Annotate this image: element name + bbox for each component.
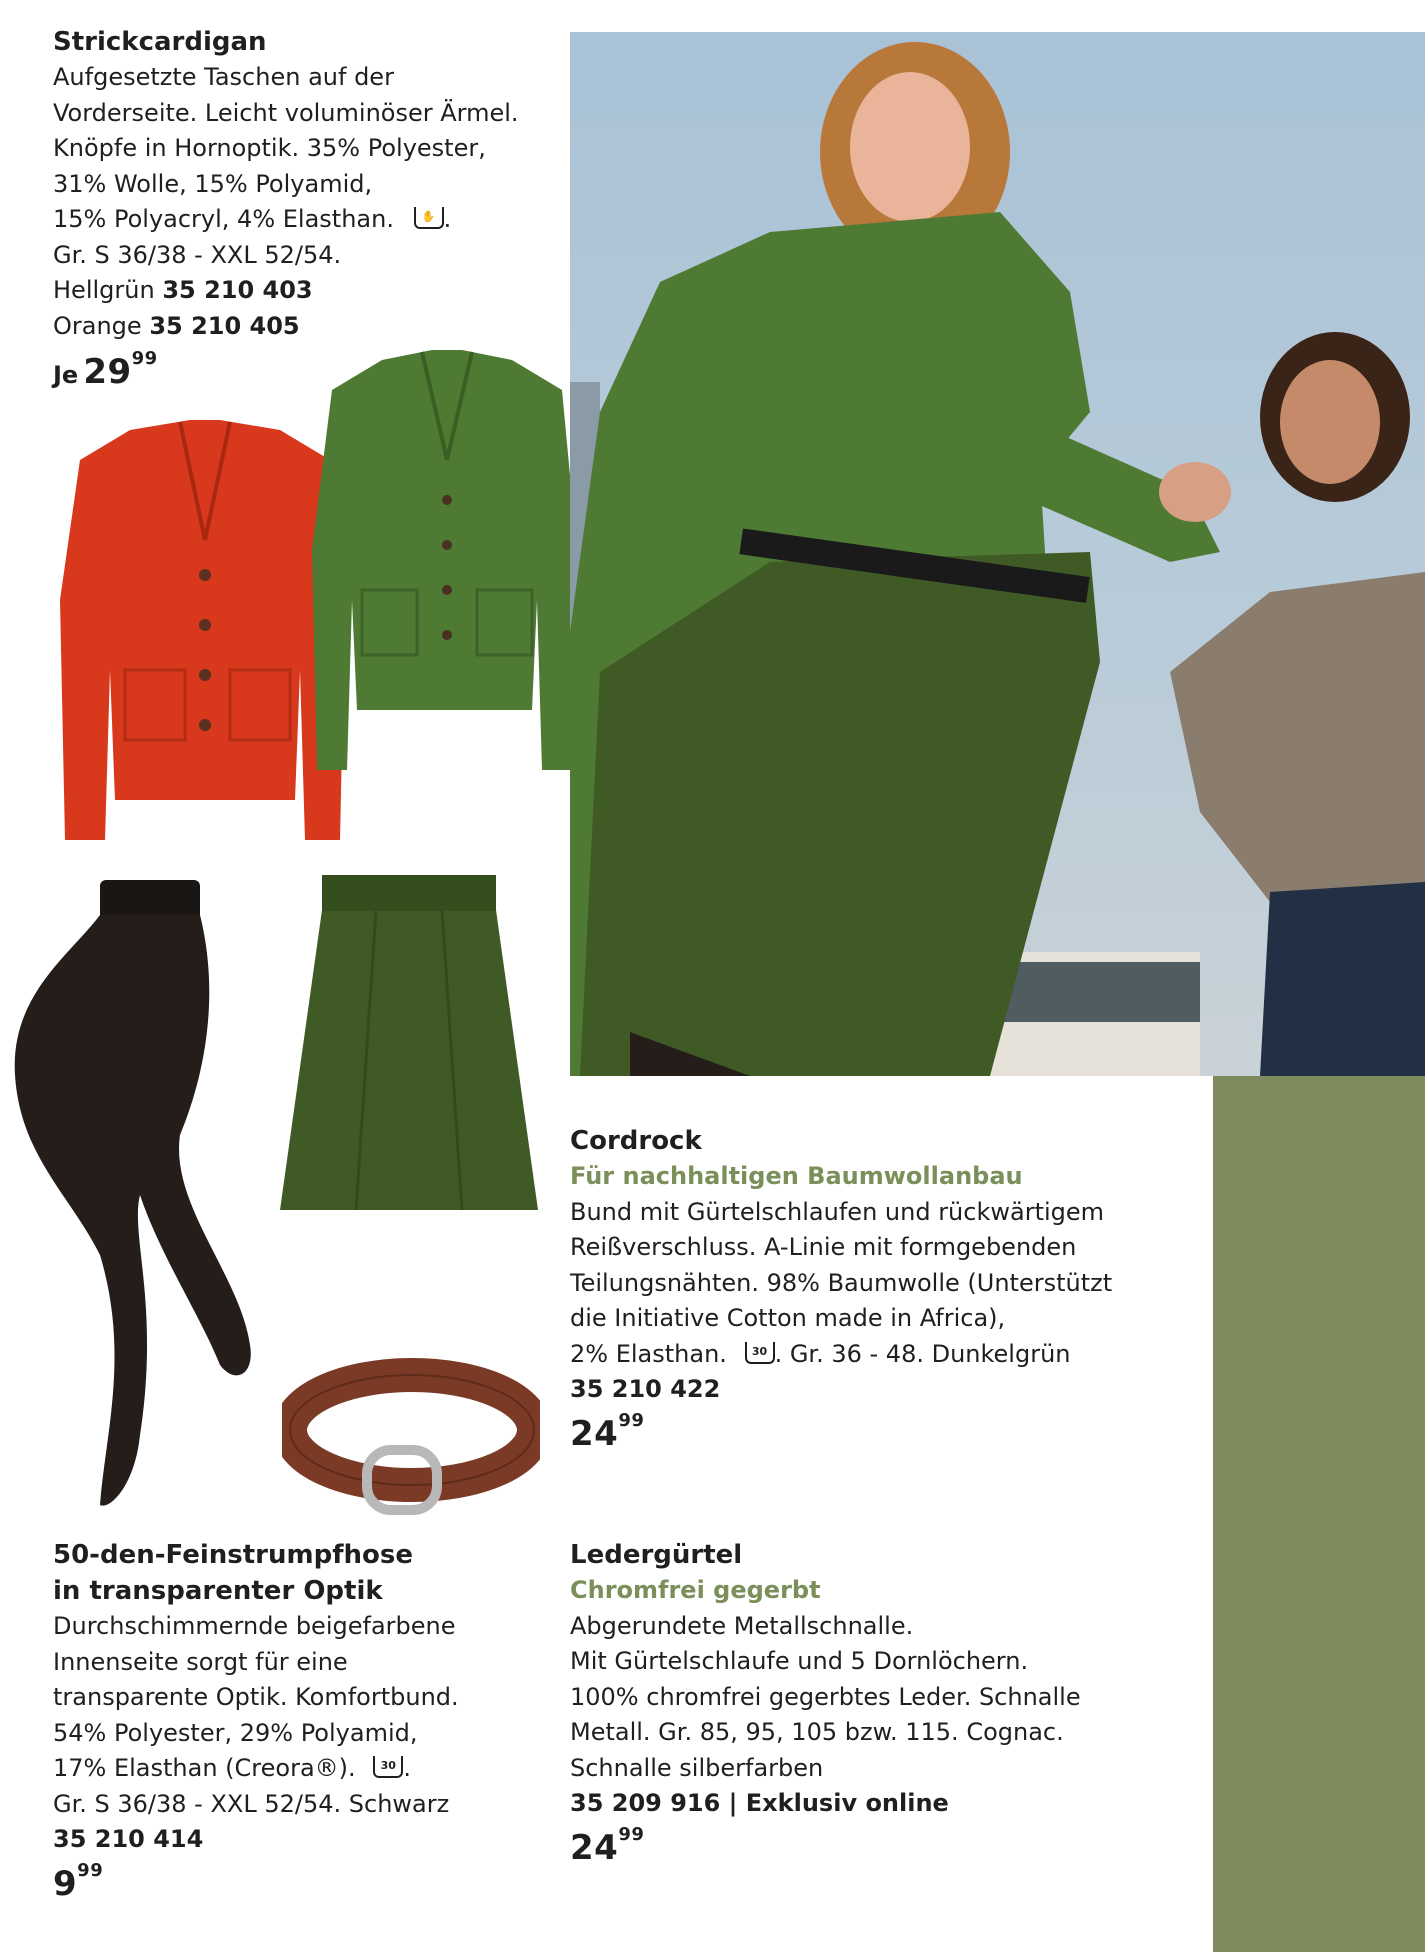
tights-line: Gr. S 36/38 - XXL 52/54. Schwarz — [53, 1789, 450, 1818]
tights-line: Durchschimmernde beigefarbene — [53, 1612, 456, 1640]
lifestyle-photo — [570, 32, 1425, 1076]
cardigan-line: 15% Polyacryl, 4% Elasthan. — [53, 205, 394, 233]
belt-info — [570, 1537, 1200, 1868]
belt-price: $24^{99}$ — [570, 1823, 645, 1868]
wash-30-icon: 30 — [745, 1342, 775, 1364]
tights-price: $9^{99}$ — [53, 1859, 104, 1904]
tights-line: Innenseite sorgt für eine — [53, 1647, 348, 1676]
green-cardigan-image — [312, 350, 580, 780]
skirt-description — [570, 1195, 1200, 1408]
tights-info — [53, 1537, 553, 1904]
cardigan-line: Knöpfe in Hornoptik. 35% Polyester, — [53, 134, 486, 162]
tights-title: 50-den-Feinstrumpfhose in transparenter Optik — [53, 1540, 414, 1606]
cardigan-line: 31% Wolle, 15% Polyamid, — [53, 169, 373, 198]
belt-line: 100% chromfrei gegerbtes Leder. Schnalle — [570, 1682, 1081, 1711]
tights-image — [10, 875, 270, 1515]
skirt-price: $24^{99}$ — [570, 1409, 645, 1454]
cardigan-article-number: 35 210 405 — [149, 311, 300, 340]
tights-article-number: 35 210 414 — [53, 1825, 204, 1853]
tights-line-with-icon: 17% Elasthan (Creora®). 30 . — [53, 1754, 411, 1782]
skirt-info — [570, 1123, 1200, 1454]
skirt-line: die Initiative Cotton made in Africa), — [570, 1304, 1006, 1332]
skirt-line-with-icon: 2% Elasthan. 30 . Gr. 36 - 48. Dunkelgrün — [570, 1339, 1071, 1368]
cardigan-info — [53, 24, 573, 392]
cardigan-line: Aufgesetzte Taschen auf der — [53, 63, 394, 91]
tights-line: transparente Optik. Komfortbund. — [53, 1683, 459, 1711]
belt-line: Metall. Gr. 85, 95, 105 bzw. 115. Cognac. — [570, 1718, 1064, 1746]
cardigan-title: Strickcardigan — [53, 27, 267, 57]
cardigan-variant-2: Orange 35 210 405 — [53, 311, 300, 340]
corduroy-skirt-image — [276, 870, 542, 1215]
orange-cardigan-image — [60, 420, 350, 850]
cardigan-line-with-icon: 15% Polyacryl, 4% Elasthan. ✋ . — [53, 205, 452, 233]
wash-30-icon: 30 — [373, 1756, 403, 1778]
hand-wash-icon: ✋ — [414, 207, 444, 229]
cardigan-line: Vorderseite. Leicht voluminöser Ärmel. — [53, 98, 519, 127]
skirt-article-number: 35 210 422 — [570, 1375, 721, 1403]
belt-line: Abgerundete Metallschnalle. — [570, 1611, 914, 1640]
tights-line: 54% Polyester, 29% Polyamid, — [53, 1718, 418, 1747]
belt-line: Schnalle silberfarben — [570, 1753, 824, 1782]
leather-belt-image — [282, 1355, 540, 1525]
cardigan-description — [53, 60, 573, 344]
belt-title: Ledergürtel — [570, 1540, 743, 1570]
lifestyle-photo-illustration — [570, 32, 1425, 1076]
skirt-subtitle: Für nachhaltigen Baumwollanbau — [570, 1162, 1023, 1190]
belt-article-number: 35 209 916 | Exklusiv online — [570, 1789, 949, 1817]
skirt-line: Bund mit Gürtelschlaufen und rückwärtigem — [570, 1197, 1105, 1226]
cardigan-price: Je $29^{99}$ — [53, 348, 158, 392]
skirt-line: Reißverschluss. A-Linie mit formgebenden — [570, 1233, 1077, 1261]
skirt-line: Teilungsnähten. 98% Baumwolle (Unterstützt — [570, 1268, 1113, 1297]
belt-description — [570, 1609, 1200, 1822]
cardigan-article-number: 35 210 403 — [162, 276, 313, 304]
cardigan-line: Gr. S 36/38 - XXL 52/54. — [53, 240, 342, 269]
belt-subtitle: Chromfrei gegerbt — [570, 1576, 821, 1604]
cardigan-variant-1: Hellgrün 35 210 403 — [53, 276, 313, 304]
tights-description — [53, 1609, 553, 1858]
skirt-title: Cordrock — [570, 1126, 702, 1156]
belt-line: Mit Gürtelschlaufe und 5 Dornlöchern. — [570, 1647, 1029, 1675]
decorative-green-band — [1213, 1076, 1425, 1952]
